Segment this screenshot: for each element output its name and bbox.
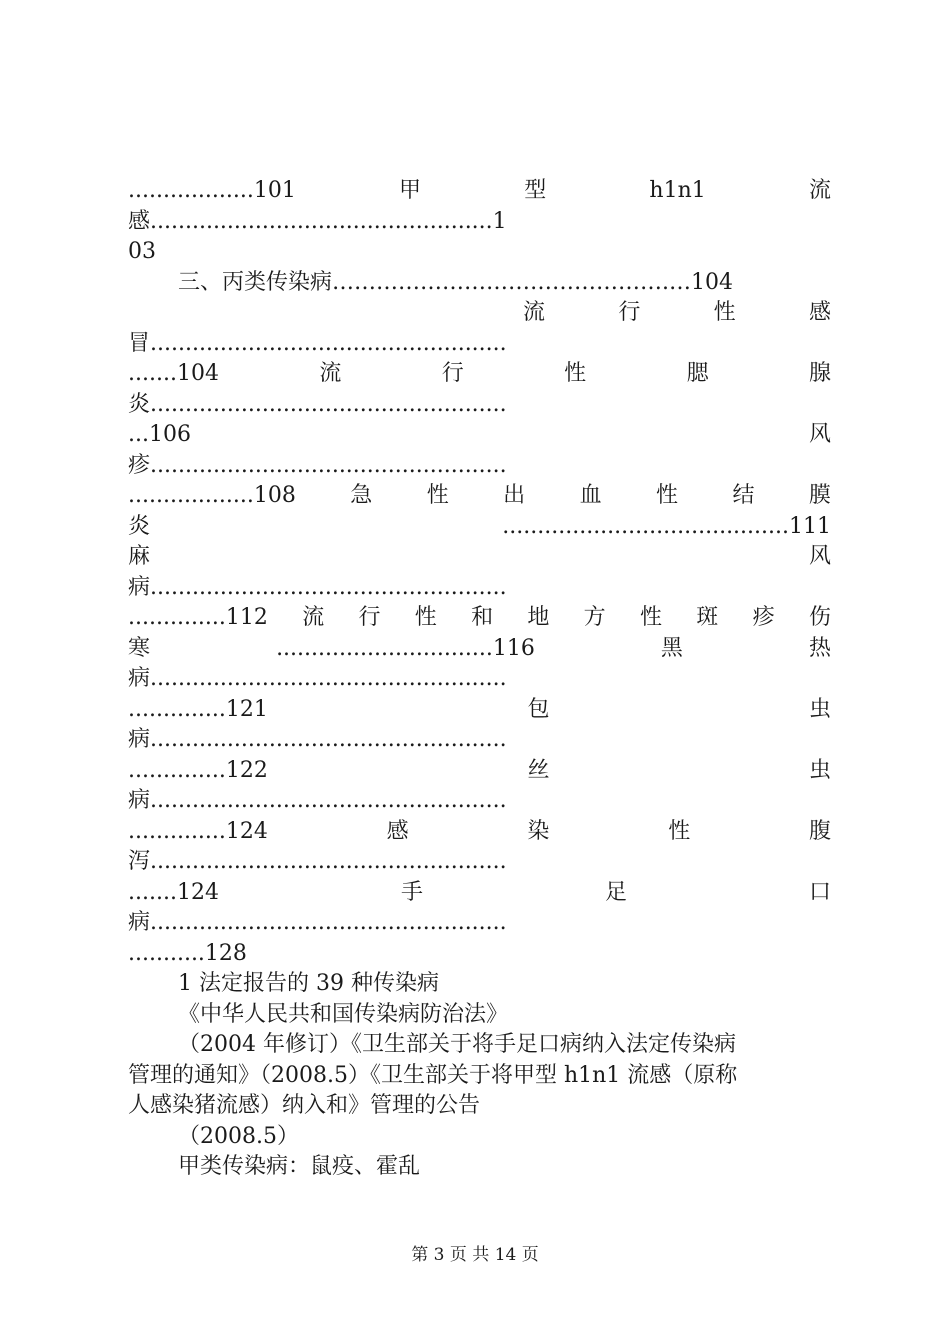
toc-line: ..............124 感 染 性 腹 [128,818,831,844]
toc-line: ...106 风 [128,422,831,447]
toc-line: ..................101 甲 型 h1n1 流 [128,178,831,203]
toc-line: 病................................................... [128,910,507,935]
toc-line: ..............122 丝 虫 [128,757,831,783]
document-page [128,176,831,1183]
toc-line: ..................108 急 性 出 血 性 结 膜 [128,483,831,508]
toc-line: ..............112 流 行 性 和 地 方 性 斑 疹 伤 [128,605,831,630]
page-number: 第 3 页 共 14 页 [411,1245,539,1265]
page-footer [0,1240,950,1265]
toc-line: 泻................................................... [128,849,507,874]
body-paragraph: 《中华人民共和国传染病防治法》 [178,1001,509,1027]
toc-line: 炎 .........................................111 [128,513,831,539]
body-paragraph: （2004 年修订）《卫生部关于将手足口病纳入法定传染病 [178,1032,736,1057]
toc-line: 寒 ...............................116 黑 热 [128,635,831,661]
toc-section-heading: 三、丙类传染病……………………………………….…104 [178,269,733,295]
toc-line: .......104 流 行 性 腮 腺 [128,361,831,386]
body-paragraph: 1 法定报告的 39 种传染病 [178,971,439,996]
body-paragraph: （2008.5） [178,1123,299,1149]
toc-line: 病................................................... [128,788,507,813]
toc-line: 病................................................... [128,574,507,600]
toc-line: 冒................................................... [128,330,507,356]
body-paragraph: 人感染猪流感）纳入和》管理的公告 [128,1093,481,1118]
toc-line: ..............121 包 虫 [128,696,831,722]
toc-line: 炎................................................... [128,391,507,417]
toc-line: 麻 风 [128,544,831,569]
toc-line: 03 [128,239,156,264]
body-paragraph: 管理的通知》（2008.5）《卫生部关于将甲型 h1n1 流感（原称 [128,1062,738,1088]
body-paragraph: 甲类传染病：鼠疫、霍乱 [178,1154,421,1179]
toc-line: 病................................................... [128,666,507,691]
toc-line: 感.................................................1 [128,208,507,234]
toc-line: 疹................................................... [128,452,507,478]
toc-line: ...........128 [128,940,247,966]
toc-line: .......124 手 足 口 [128,879,831,905]
toc-line: 流 行 性 感 [523,300,831,325]
toc-line: 病................................................... [128,727,507,752]
